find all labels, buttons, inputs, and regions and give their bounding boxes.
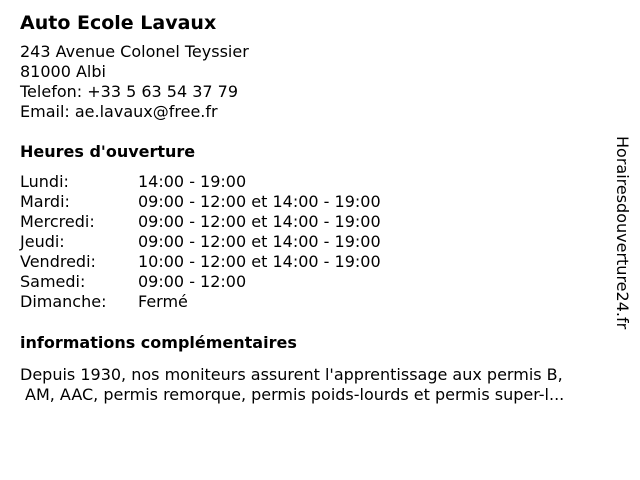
business-name: Auto Ecole Lavaux xyxy=(20,12,217,34)
hours-heading: Heures d'ouverture xyxy=(20,142,196,161)
day-label: Vendredi: xyxy=(20,252,96,271)
hours-row xyxy=(20,292,620,312)
email-address: Email: ae.lavaux@free.fr xyxy=(20,102,218,121)
time-value: 09:00 - 12:00 xyxy=(138,272,247,291)
time-value: 14:00 - 19:00 xyxy=(138,172,247,191)
hours-row xyxy=(20,212,620,232)
day-label: Jeudi: xyxy=(20,232,65,251)
day-label: Samedi: xyxy=(20,272,86,291)
info-line: AM, AAC, permis remorque, permis poids-lourds et permis super-l... xyxy=(25,385,565,404)
brand-watermark: Horairesdouverture24.fr xyxy=(613,136,632,330)
info-heading: informations complémentaires xyxy=(20,333,297,352)
hours-table xyxy=(20,172,620,312)
hours-row xyxy=(20,192,620,212)
address-city: 81000 Albi xyxy=(20,62,106,81)
day-label: Lundi: xyxy=(20,172,69,191)
business-card xyxy=(20,10,620,405)
info-description xyxy=(20,365,620,405)
hours-row xyxy=(20,272,620,292)
day-label: Mercredi: xyxy=(20,212,95,231)
hours-row xyxy=(20,252,620,272)
time-value: 09:00 - 12:00 et 14:00 - 19:00 xyxy=(138,232,381,251)
time-value: 09:00 - 12:00 et 14:00 - 19:00 xyxy=(138,212,381,231)
phone-number: Telefon: +33 5 63 54 37 79 xyxy=(20,82,239,101)
day-label: Mardi: xyxy=(20,192,70,211)
day-label: Dimanche: xyxy=(20,292,107,311)
time-value: Fermé xyxy=(138,292,188,311)
hours-row xyxy=(20,172,620,192)
address-street: 243 Avenue Colonel Teyssier xyxy=(20,42,249,61)
time-value: 09:00 - 12:00 et 14:00 - 19:00 xyxy=(138,192,381,211)
time-value: 10:00 - 12:00 et 14:00 - 19:00 xyxy=(138,252,381,271)
contact-block xyxy=(20,42,620,122)
hours-row xyxy=(20,232,620,252)
info-line: Depuis 1930, nos moniteurs assurent l'apprentissage aux permis B, xyxy=(20,365,563,384)
